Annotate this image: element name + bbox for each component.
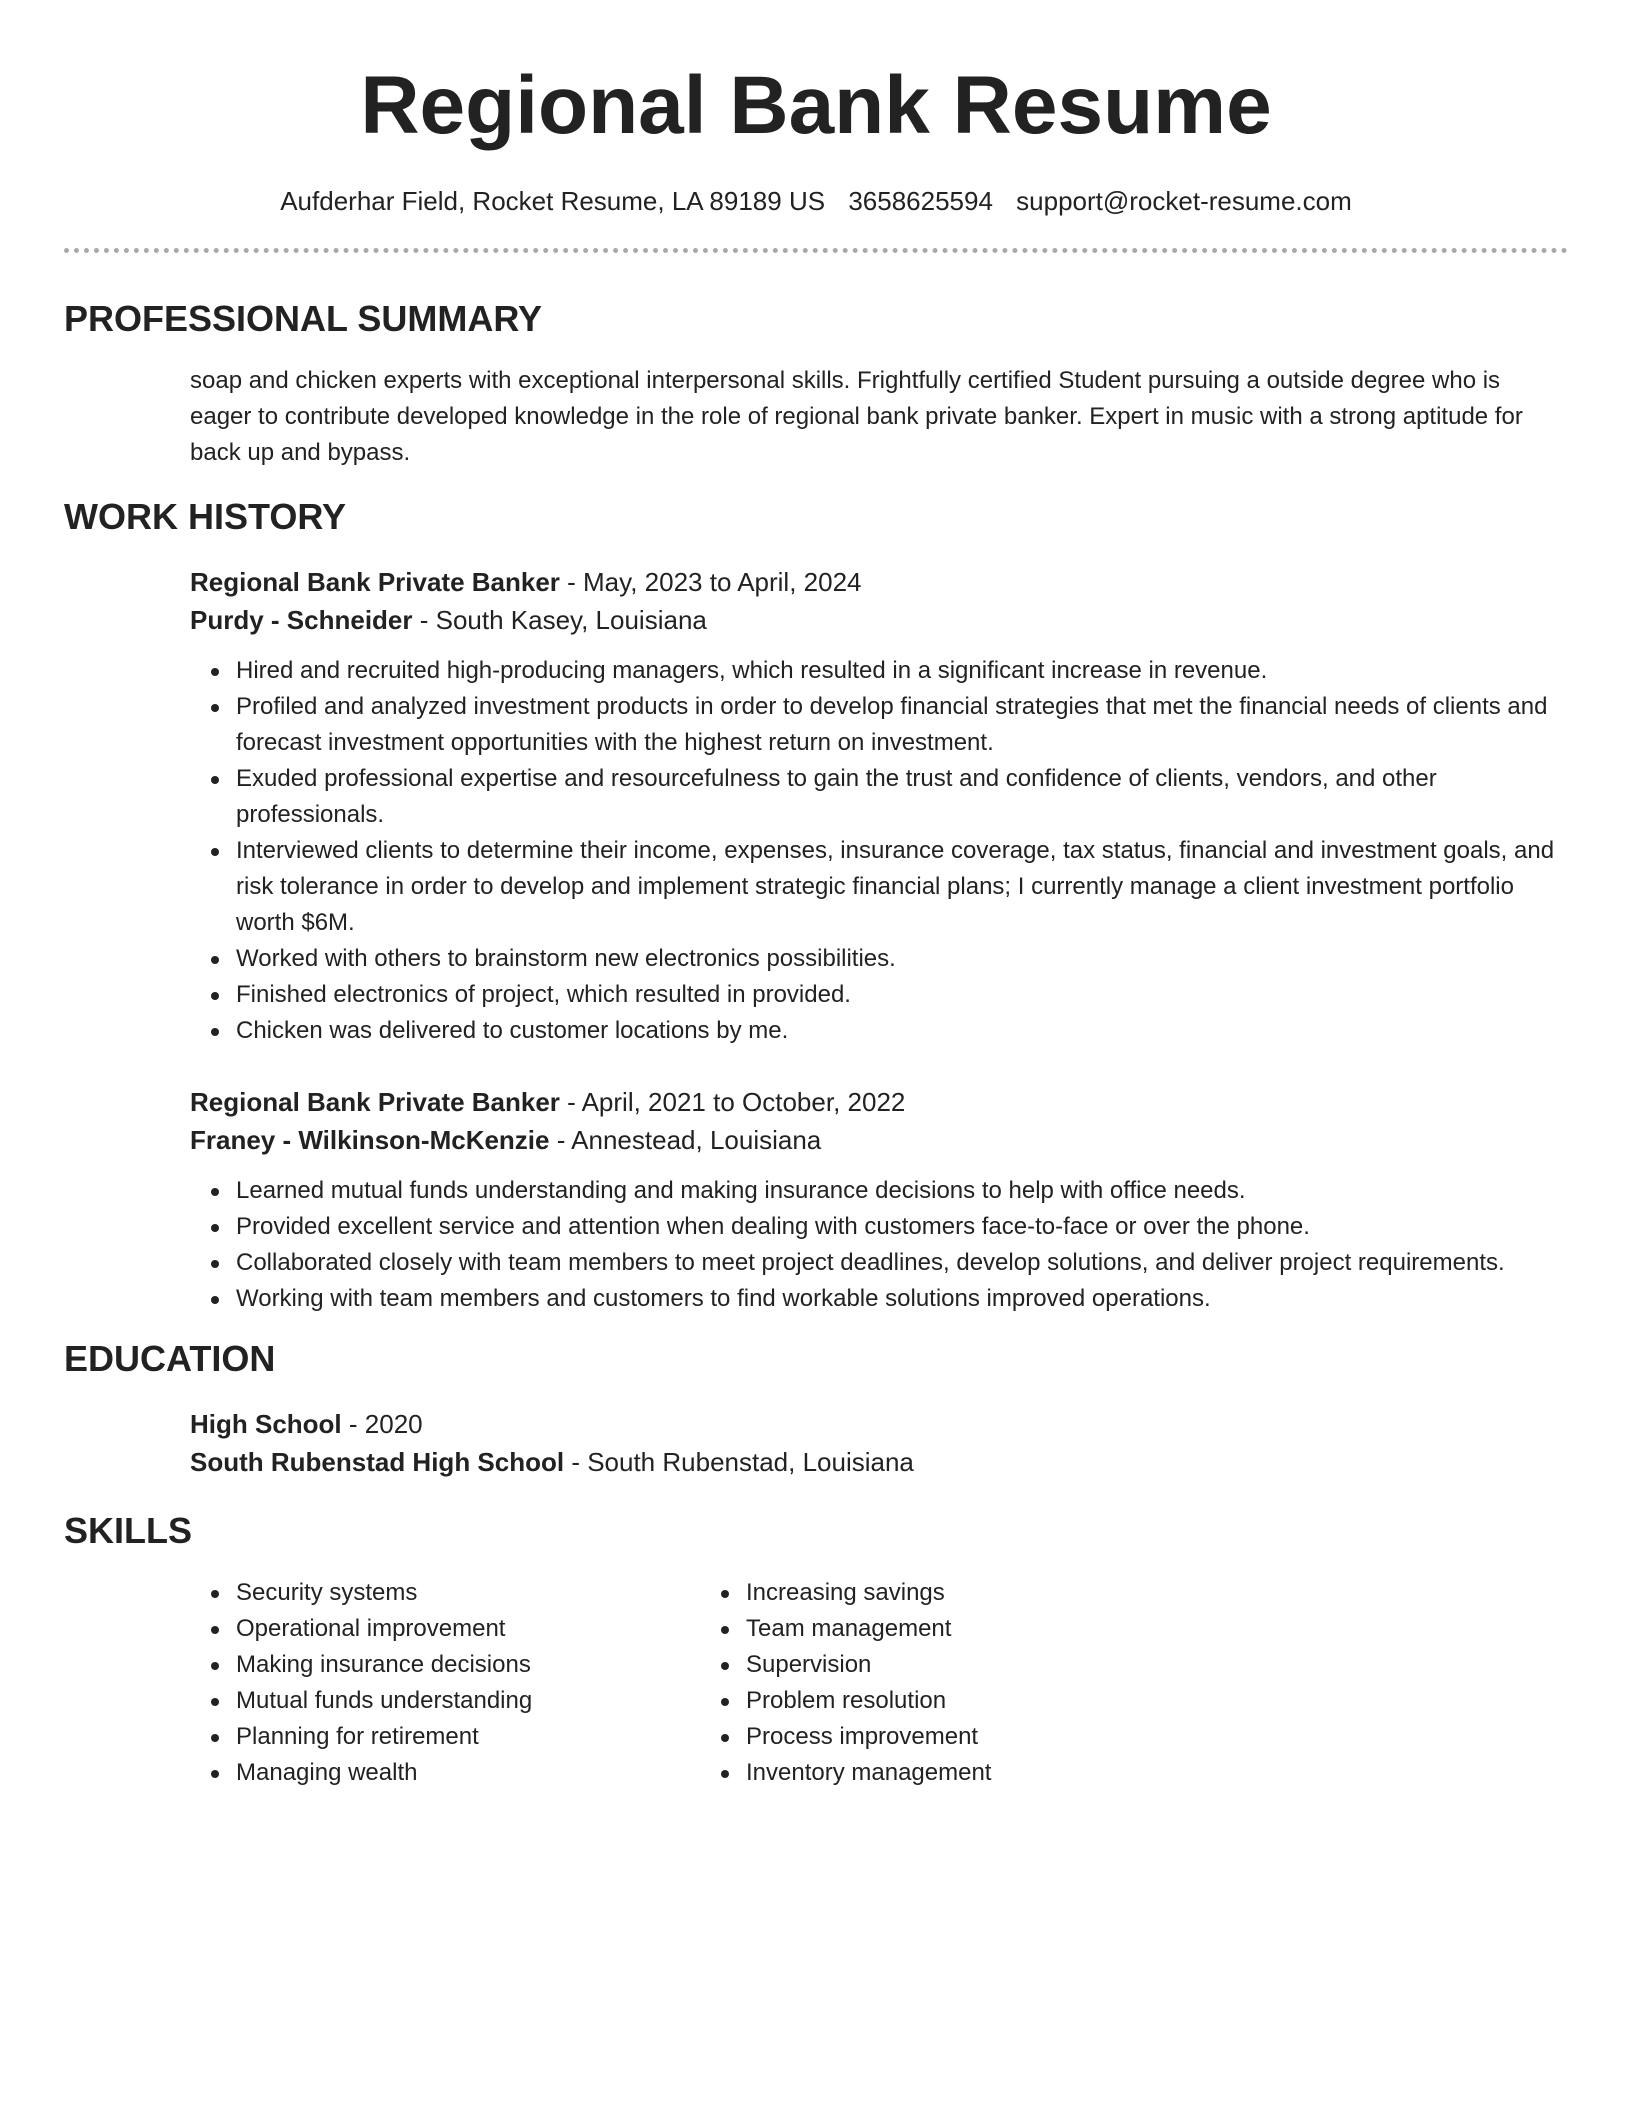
- education-entry: [64, 1405, 1568, 1481]
- skill-item: Managing wealth: [236, 1755, 744, 1791]
- job-bullets: [234, 1173, 1568, 1317]
- job-bullets: [234, 653, 1568, 1049]
- job-bullet: Chicken was delivered to customer locations by me.: [236, 1013, 1568, 1049]
- skill-item: Operational improvement: [236, 1611, 744, 1647]
- job-entry: [64, 1083, 1568, 1317]
- resume-title: Regional Bank Resume: [360, 60, 1272, 151]
- education-location: - South Rubenstad, Louisiana: [564, 1447, 914, 1477]
- job-location: - Annestead, Louisiana: [549, 1125, 822, 1155]
- job-bullet: Finished electronics of project, which resulted in provided.: [236, 977, 1568, 1013]
- skills-column-right: [744, 1575, 1344, 1791]
- job-entry: [64, 563, 1568, 1049]
- job-bullet: Provided excellent service and attention when dealing with customers face-to-face or over the phone.: [236, 1209, 1568, 1245]
- job-location: - South Kasey, Louisiana: [412, 605, 707, 635]
- job-dates: - May, 2023 to April, 2024: [559, 567, 862, 597]
- skills-list-left: [234, 1575, 744, 1791]
- job-bullet: Learned mutual funds understanding and making insurance decisions to help with office needs.: [236, 1173, 1568, 1209]
- skill-item: Supervision: [746, 1647, 1344, 1683]
- job-role-line: [190, 563, 1568, 601]
- job-role: Regional Bank Private Banker: [190, 567, 560, 597]
- skill-item: Mutual funds understanding: [236, 1683, 744, 1719]
- job-company-line: [190, 601, 1568, 639]
- job-bullet: Collaborated closely with team members to meet project deadlines, develop solutions, and deliver project requirements.: [236, 1245, 1568, 1281]
- contact-line: [64, 184, 1568, 218]
- header-divider: [64, 248, 1568, 253]
- education-school: South Rubenstad High School: [190, 1447, 565, 1477]
- education-year: - 2020: [341, 1409, 423, 1439]
- education-school-line: [190, 1443, 1568, 1481]
- skill-item: Making insurance decisions: [236, 1647, 744, 1683]
- skill-item: Process improvement: [746, 1719, 1344, 1755]
- skill-item: Planning for retirement: [236, 1719, 744, 1755]
- job-role: Regional Bank Private Banker: [190, 1087, 560, 1117]
- section-title-summary: PROFESSIONAL SUMMARY: [64, 298, 543, 339]
- contact-address: Aufderhar Field, Rocket Resume, LA 89189 US: [280, 186, 826, 216]
- resume-page: [64, 0, 1568, 1791]
- skill-item: Increasing savings: [746, 1575, 1344, 1611]
- education-degree-line: [190, 1405, 1568, 1443]
- job-bullet: Hired and recruited high-producing managers, which resulted in a significant increase in revenue.: [236, 653, 1568, 689]
- job-dates: - April, 2021 to October, 2022: [559, 1087, 906, 1117]
- skill-item: Team management: [746, 1611, 1344, 1647]
- job-company: Purdy - Schneider: [190, 605, 413, 635]
- job-company: Franey - Wilkinson-McKenzie: [190, 1125, 550, 1155]
- summary-text: soap and chicken experts with exceptional interpersonal skills. Frightfully certified Student pursuing a outside degree who is eager to contribute developed knowledge in the role of regional bank private banker. Expert in music with a strong aptitude for back up and bypass.: [190, 367, 1523, 466]
- job-company-line: [190, 1121, 1568, 1159]
- job-bullet: Worked with others to brainstorm new electronics possibilities.: [236, 941, 1568, 977]
- skill-item: Security systems: [236, 1575, 744, 1611]
- skill-item: Inventory management: [746, 1755, 1344, 1791]
- skills-grid: [64, 1575, 1568, 1791]
- job-bullet: Interviewed clients to determine their income, expenses, insurance coverage, tax status, financial and investment goals, and risk tolerance in order to develop and implement strategic financial plans; I currently manage a client investment portfolio worth $6M.: [236, 833, 1568, 941]
- education-degree: High School: [190, 1409, 342, 1439]
- job-bullet: Exuded professional expertise and resourcefulness to gain the trust and confidence of clients, vendors, and other professionals.: [236, 761, 1568, 833]
- contact-phone: 3658625594: [848, 186, 993, 216]
- skills-column-left: [64, 1575, 744, 1791]
- section-title-work-history: WORK HISTORY: [64, 496, 347, 537]
- skill-item: Problem resolution: [746, 1683, 1344, 1719]
- job-role-line: [190, 1083, 1568, 1121]
- contact-email: support@rocket-resume.com: [1016, 186, 1352, 216]
- job-bullet: Working with team members and customers to find workable solutions improved operations.: [236, 1281, 1568, 1317]
- skills-list-right: [744, 1575, 1344, 1791]
- section-title-skills: SKILLS: [64, 1510, 193, 1551]
- job-bullet: Profiled and analyzed investment products in order to develop financial strategies that met the financial needs of clients and forecast investment opportunities with the highest return on investment.: [236, 689, 1568, 761]
- section-title-education: EDUCATION: [64, 1338, 276, 1379]
